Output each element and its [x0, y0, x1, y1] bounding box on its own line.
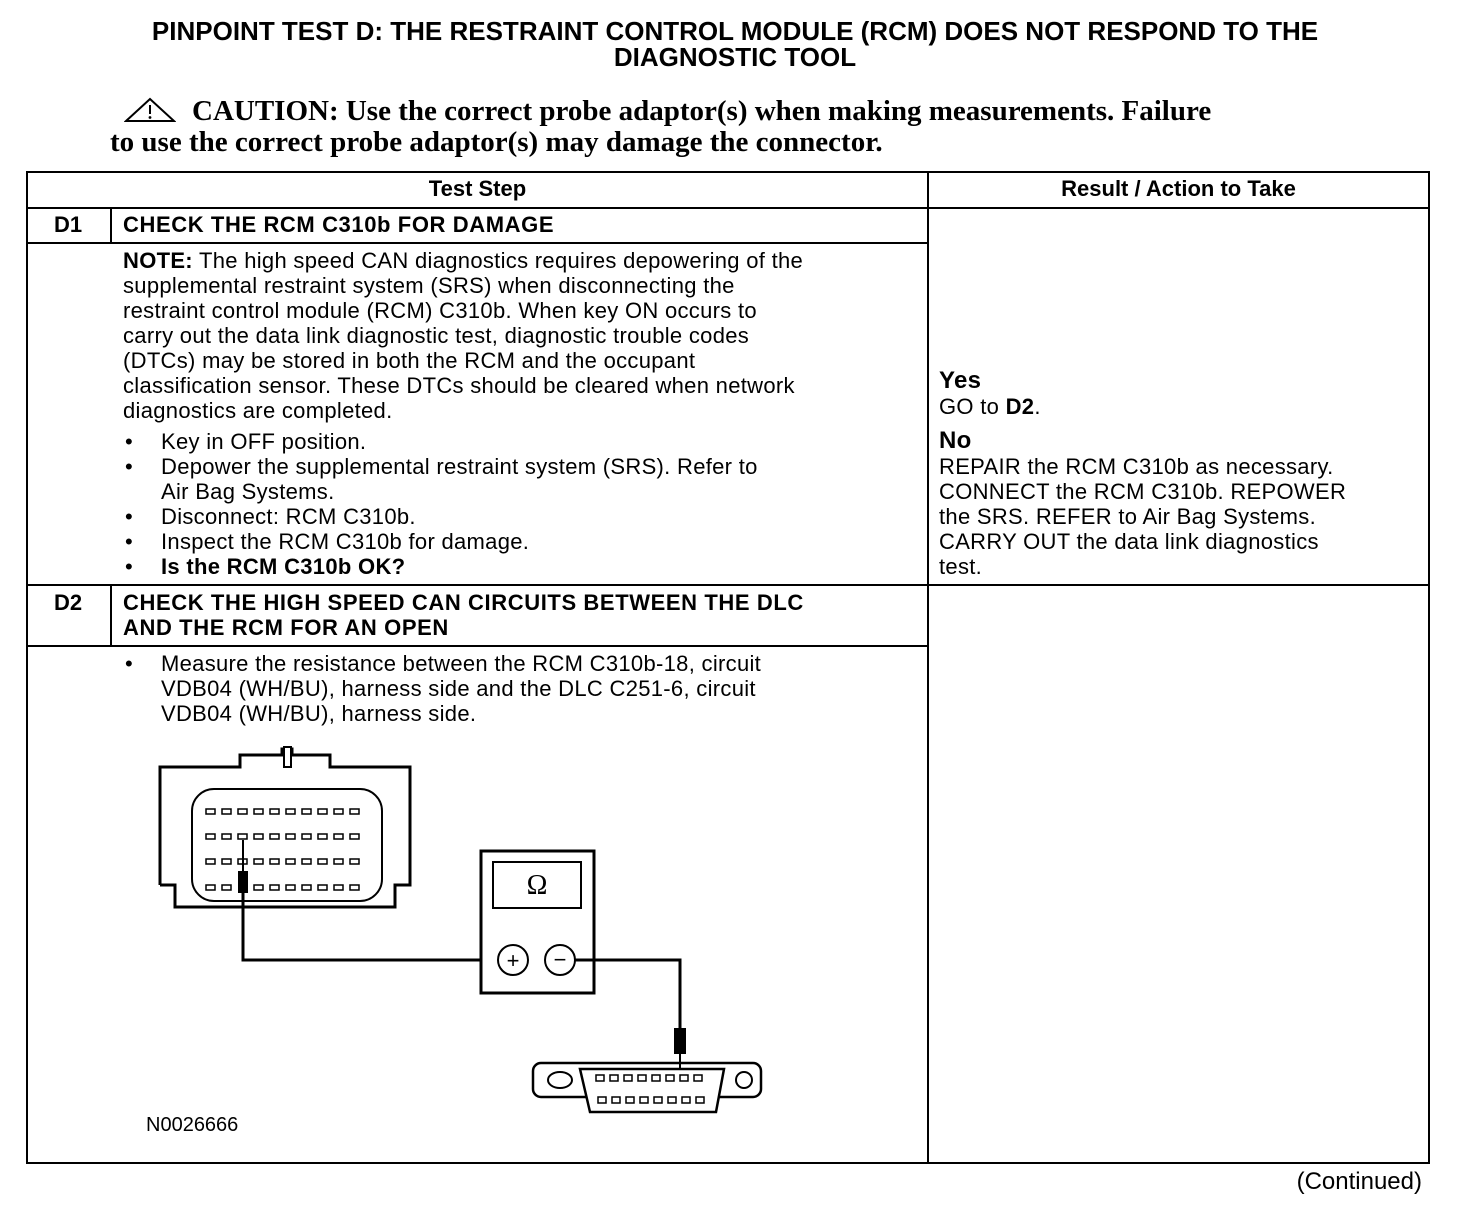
step-title-d1: CHECK THE RCM C310b FOR DAMAGE — [123, 212, 555, 237]
result-d1 — [939, 367, 1425, 579]
result-no-label: No — [939, 427, 972, 454]
result-yes-label: Yes — [939, 367, 982, 394]
step-body-d1 — [123, 248, 923, 579]
measurement-diagram — [150, 745, 770, 1115]
dlc-connector — [533, 1063, 761, 1112]
step-id-d1: D1 — [53, 212, 83, 237]
goto-d2-link[interactable]: D2 — [1005, 394, 1035, 419]
svg-text:+: + — [506, 948, 520, 973]
step-body-d2 — [123, 651, 923, 726]
ohmmeter — [481, 851, 594, 993]
note-line-6: classification sensor. These DTCs should be cleared when network — [123, 373, 795, 398]
list-item: • Disconnect: RCM C310b. — [125, 504, 416, 529]
page-title-line1: PINPOINT TEST D: THE RESTRAINT CONTROL MODULE (RCM) DOES NOT RESPOND TO THE — [151, 16, 1319, 46]
page-title — [40, 18, 1430, 70]
list-item: • Depower the supplemental restraint system (SRS). Refer to Air Bag Systems. — [125, 454, 758, 504]
note-line-7: diagnostics are completed. — [123, 398, 393, 423]
caution-text-line1: CAUTION: Use the correct probe adaptor(s) when making measurements. Failure — [192, 95, 1212, 127]
continued-label: (Continued) — [1296, 1168, 1422, 1195]
list-item: • Is the RCM C310b OK? — [125, 554, 406, 579]
result-no-line-1: REPAIR the RCM C310b as necessary. — [939, 454, 1334, 479]
note-line-3: restraint control module (RCM) C310b. When key ON occurs to — [123, 298, 757, 323]
result-no-line-2: CONNECT the RCM C310b. REPOWER — [939, 479, 1347, 504]
note-line-2: supplemental restraint system (SRS) when disconnecting the — [123, 273, 735, 298]
warning-triangle-icon — [124, 97, 176, 123]
list-item: • Inspect the RCM C310b for damage. — [125, 529, 530, 554]
result-no-line-5: test. — [939, 554, 983, 579]
list-item: • Measure the resistance between the RCM C310b-18, circuit VDB04 (WH/BU), harness side and the DLC C251-6, circuit VDB04 (WH/BU), harness side. — [125, 651, 762, 726]
step-id-d2: D2 — [53, 590, 83, 615]
page-title-line2: DIAGNOSTIC TOOL — [613, 42, 857, 72]
header-test-step: Test Step — [428, 176, 527, 201]
probe-rcm — [238, 871, 248, 893]
note-label: NOTE: — [123, 248, 193, 273]
svg-text:−: − — [553, 947, 567, 972]
result-no-line-3: the SRS. REFER to Air Bag Systems. — [939, 504, 1316, 529]
rcm-connector — [160, 747, 410, 907]
step-title-d2: CHECK THE HIGH SPEED CAN CIRCUITS BETWEEN THE DLC AND THE RCM FOR AN OPEN — [123, 590, 804, 640]
figure-id: N0026666 — [146, 1114, 239, 1136]
ohm-symbol: Ω — [526, 870, 548, 901]
air-bag-ref: Air Bag Systems. — [161, 479, 335, 504]
caution-text-line2: to use the correct probe adaptor(s) may damage the connector. — [110, 126, 883, 158]
note-line-1: The high speed CAN diagnostics requires depowering of the — [192, 248, 804, 273]
probe-dlc — [674, 1028, 686, 1054]
header-result-action: Result / Action to Take — [1061, 176, 1296, 201]
result-no-line-4: CARRY OUT the data link diagnostics — [939, 529, 1319, 554]
note-line-5: (DTCs) may be stored in both the RCM and the occupant — [123, 348, 696, 373]
note-line-4: carry out the data link diagnostic test, diagnostic trouble codes — [123, 323, 750, 348]
result-yes-action: GO to D2. — [939, 394, 1041, 419]
list-item: • Key in OFF position. — [125, 429, 367, 454]
caution-note — [110, 96, 1430, 158]
step-question-d1: Is the RCM C310b OK? — [161, 554, 406, 579]
test-lead-positive — [243, 893, 498, 960]
